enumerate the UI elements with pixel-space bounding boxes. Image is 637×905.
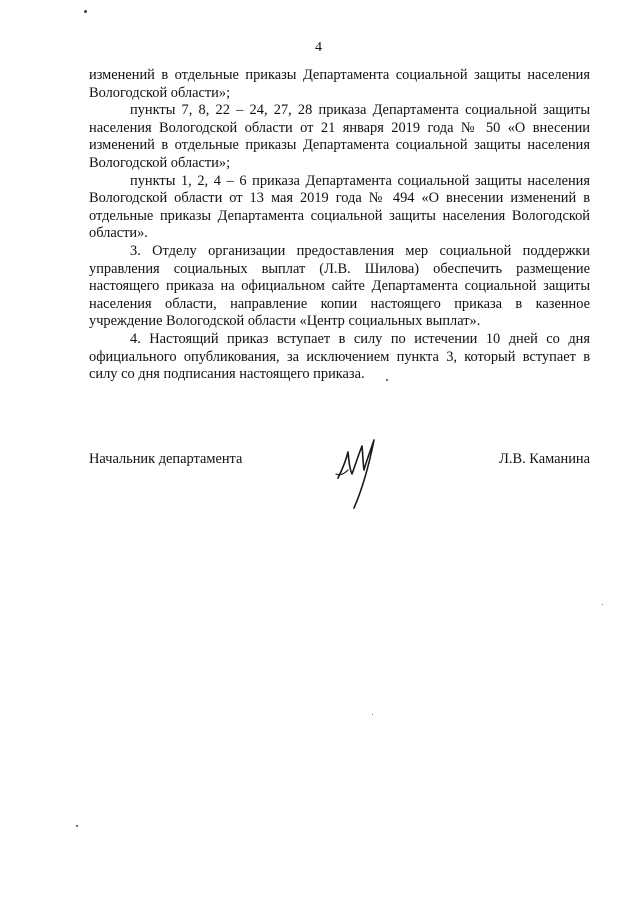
page-number: 4 xyxy=(315,40,322,55)
scan-artifact xyxy=(602,604,603,605)
handwritten-signature xyxy=(330,430,380,510)
scan-artifact xyxy=(386,379,388,381)
paragraph-item-order-50: пункты 7, 8, 22 – 24, 27, 28 приказа Департамента социальной защиты населения Вологодской области от 21 января 2019 года № 50 «О внесении изменений в отдельные приказы Департамента социальной защиты населения Вологодской области»; xyxy=(89,102,590,171)
scan-artifact xyxy=(84,10,87,13)
paragraph-clause-3: 3. Отделу организации предоставления мер социальной поддержки управления социальных выплат (Л.В. Шилова) обеспечить размещение настоящего приказа на официальном сайте Департамента социальной защиты населения области, направление копии настоящего приказа в казенное учреждение Вологодской области «Центр социальных выплат». xyxy=(89,242,590,330)
signer-position: Начальник департамента xyxy=(89,451,243,467)
document-body xyxy=(89,67,590,384)
paragraph-clause-4: 4. Настоящий приказ вступает в силу по истечении 10 дней со дня официального опубликования, за исключением пункта 3, который вступает в силу со дня подписания настоящего приказа. xyxy=(89,330,590,383)
scan-artifact xyxy=(372,714,373,715)
scan-artifact xyxy=(76,825,78,827)
paragraph-item-order-494: пункты 1, 2, 4 – 6 приказа Департамента социальной защиты населения Вологодской области от 13 мая 2019 года № 494 «О внесении изменений в отдельные приказы Департамента социальной защиты населения Вологодской области». xyxy=(89,172,590,242)
paragraph-continuation: изменений в отдельные приказы Департамента социальной защиты населения Вологодской области»; xyxy=(89,67,590,101)
signer-name: Л.В. Каманина xyxy=(499,451,590,467)
